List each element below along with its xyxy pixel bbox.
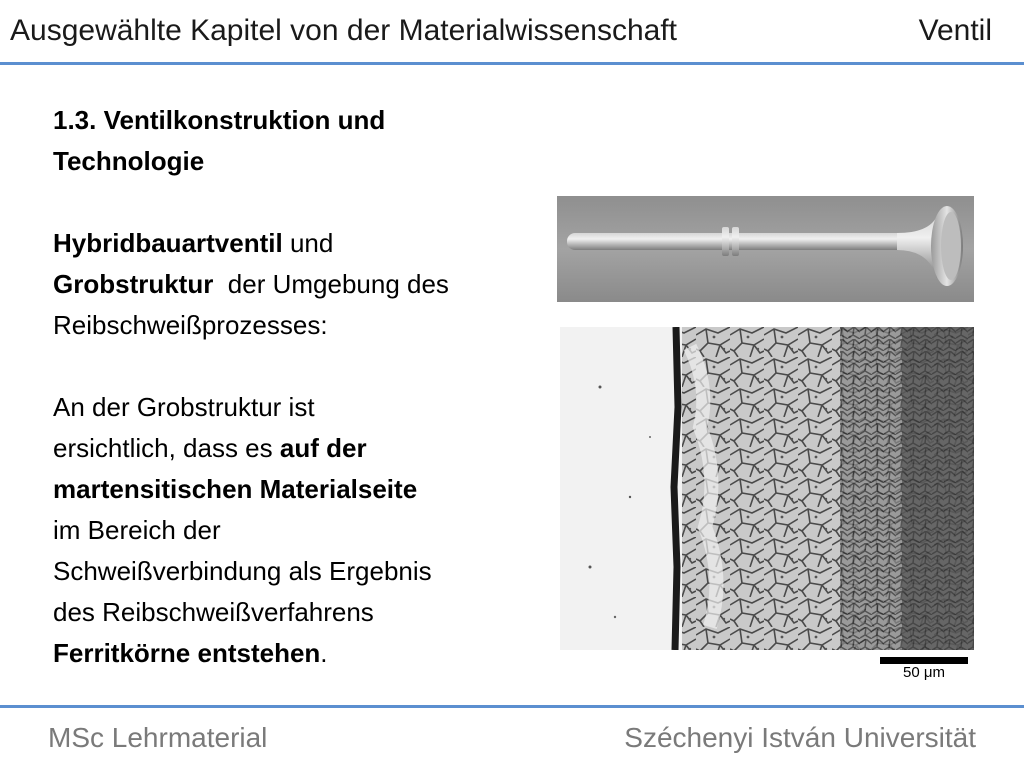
term-grobstruktur: Grobstruktur xyxy=(53,269,214,299)
heading-line-2: Technologie xyxy=(53,146,205,176)
micrograph-image xyxy=(560,327,974,650)
p2-line-3-bold: martensitischen Materialseite xyxy=(53,474,418,504)
scale-bar xyxy=(880,657,968,664)
slide-body-text xyxy=(53,100,533,674)
term-hybridbauartventil: Hybridbauartventil xyxy=(53,228,283,258)
scale-bar-label: 50 μm xyxy=(903,664,945,681)
p2-line-7-text: . xyxy=(320,638,328,668)
p2-line-2-bold: auf der xyxy=(279,433,367,463)
heading-line-1: 1.3. Ventilkonstruktion und xyxy=(53,105,386,135)
slide-header xyxy=(0,0,1024,62)
p1-text-2: der Umgebung des xyxy=(213,269,449,299)
header-title: Ausgewählte Kapitel von der Materialwissenschaft xyxy=(10,14,678,47)
header-section-label: Ventil xyxy=(918,14,992,47)
p1-text-1: und xyxy=(282,228,334,258)
footer-university-label: Széchenyi István Universität xyxy=(624,722,976,753)
section-heading xyxy=(53,100,533,182)
p2-line-6: des Reibschweißverfahrens xyxy=(53,597,374,627)
p2-line-4: im Bereich der xyxy=(53,515,221,545)
p2-line-1: An der Grobstruktur ist xyxy=(53,392,315,422)
p2-line-2-text: ersichtlich, dass es xyxy=(53,433,280,463)
footer-divider xyxy=(0,705,1024,708)
p2-line-5: Schweißverbindung als Ergebnis xyxy=(53,556,432,586)
paragraph-1 xyxy=(53,223,533,346)
header-divider xyxy=(0,62,1024,65)
valve-photo xyxy=(557,196,974,302)
p2-line-7-bold: Ferritkörne entstehen xyxy=(53,638,321,668)
paragraph-2 xyxy=(53,387,533,674)
footer-course-label: MSc Lehrmaterial xyxy=(48,722,268,753)
p1-text-3: Reibschweißprozesses: xyxy=(53,310,328,340)
